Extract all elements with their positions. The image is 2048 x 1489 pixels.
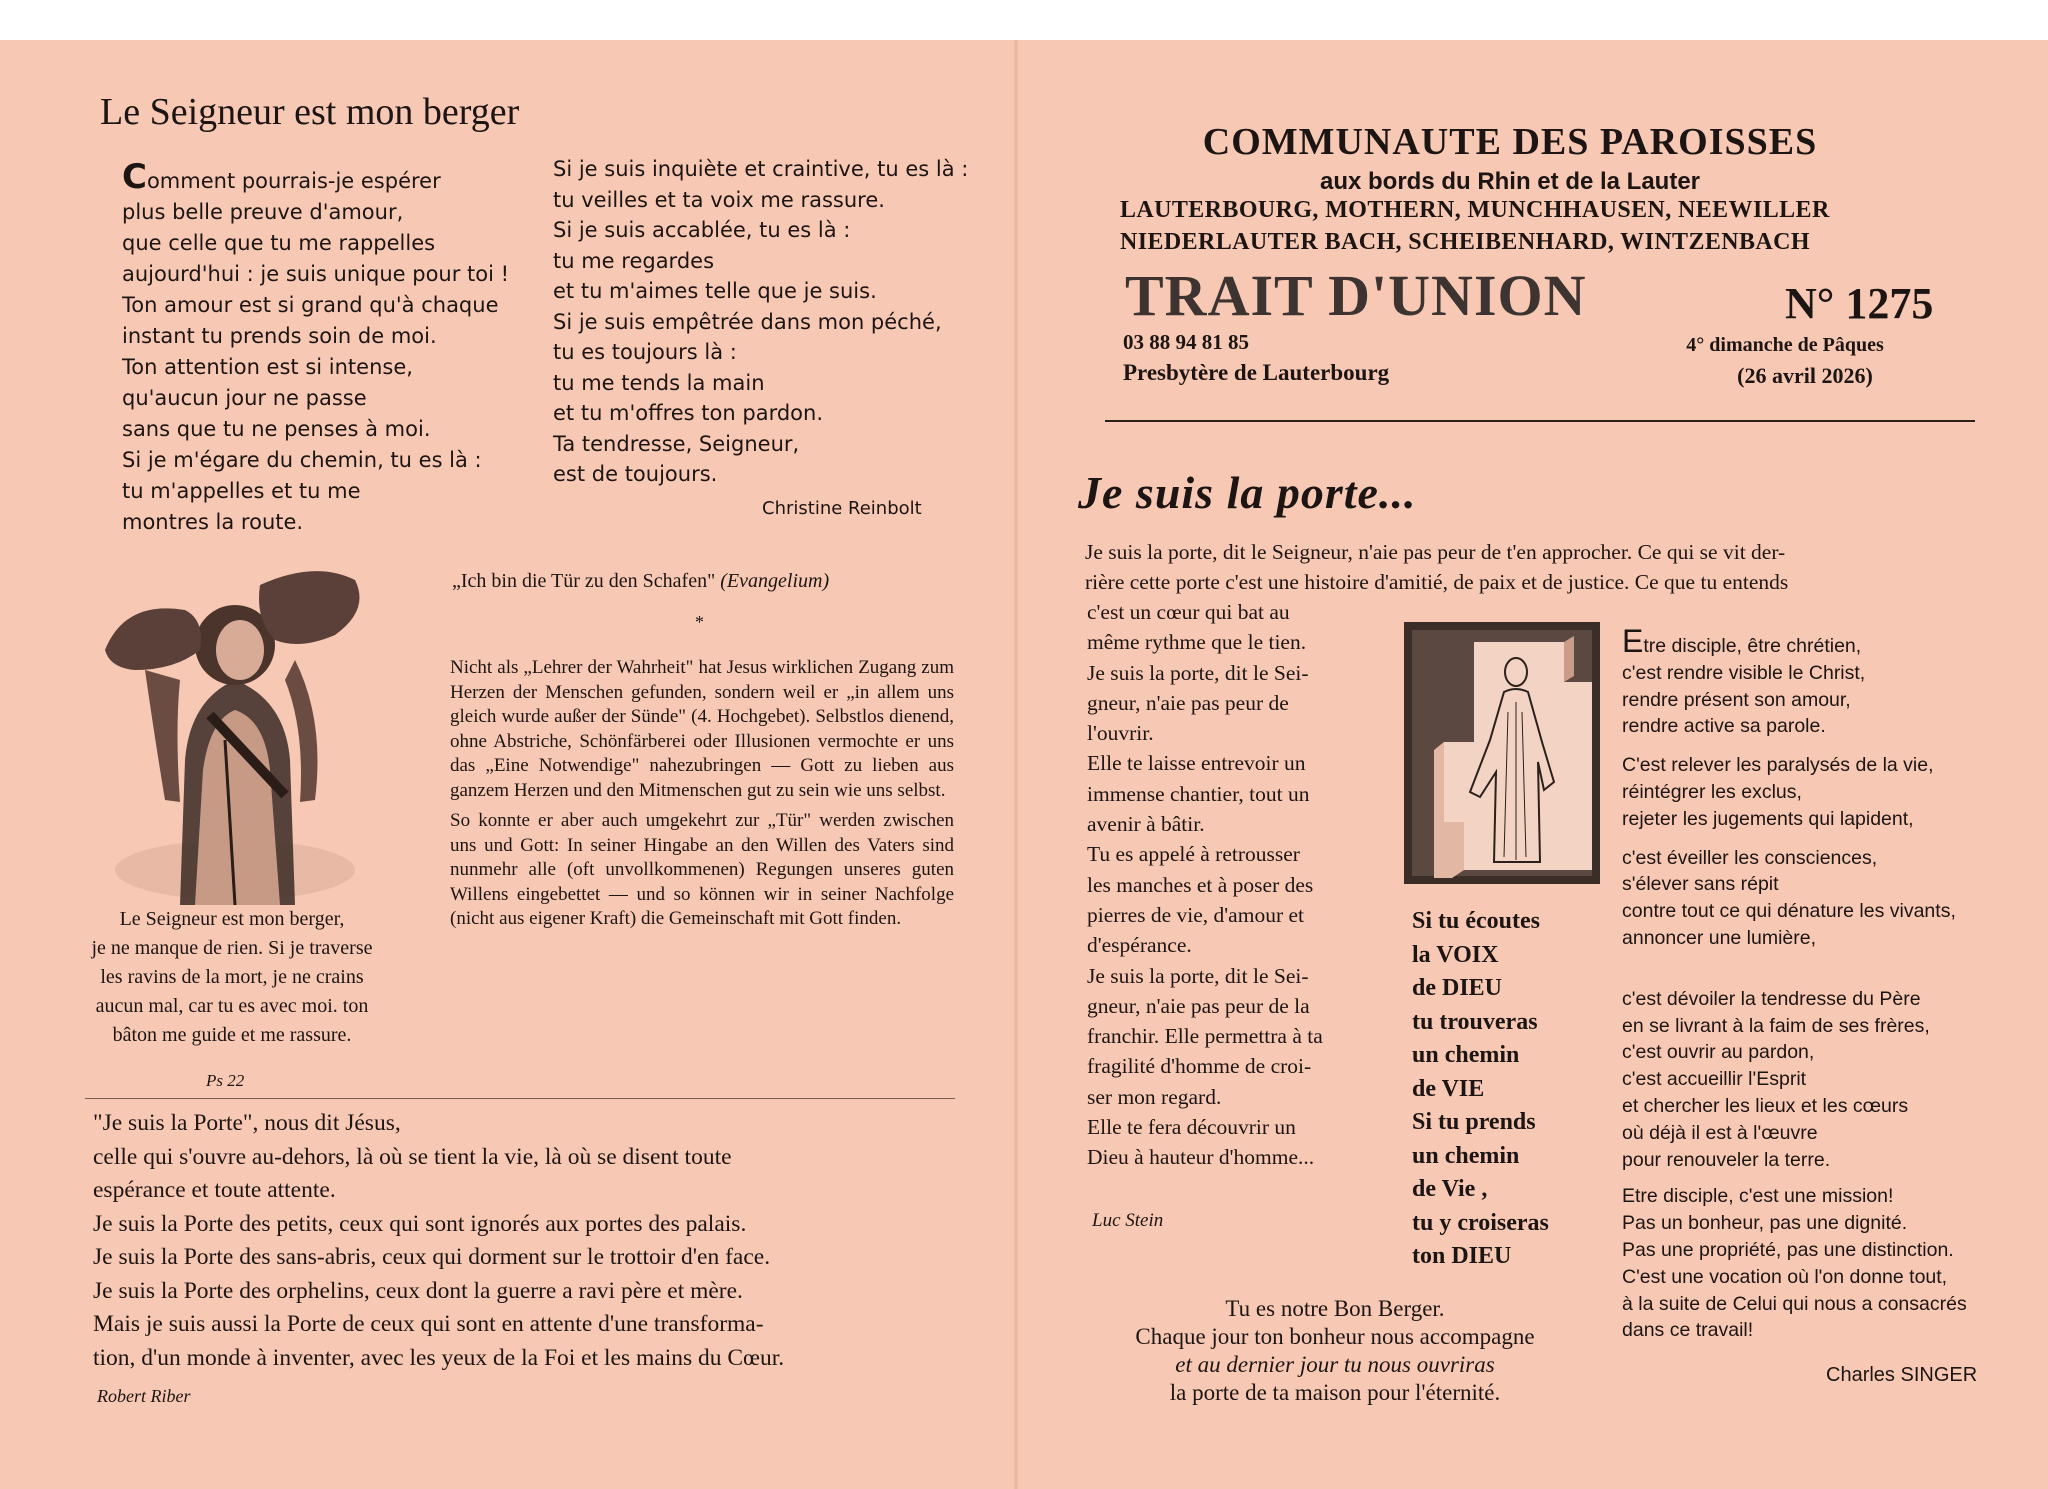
article-line: fragilité d'homme de croi- (1087, 1054, 1312, 1079)
bon-berger-prayer (1070, 1295, 1600, 1407)
poem-column-2 (553, 154, 969, 490)
left-page-title: Le Seigneur est mon berger (100, 91, 520, 133)
article-line: avenir à bâtir. (1087, 812, 1205, 837)
poem-line: Ta tendresse, Seigneur, (553, 431, 800, 456)
voix-line: de VIE (1412, 1075, 1485, 1102)
voix-block (1412, 905, 1612, 1274)
bulletin-name: TRAIT D'UNION (1125, 263, 1587, 328)
article-line: Je suis la porte, dit le Sei- (1087, 963, 1309, 988)
parishes-line-1: LAUTERBOURG, MOTHERN, MUNCHHAUSEN, NEEWILLER (1120, 197, 1830, 223)
disciple-line: rendre active sa parole. (1622, 715, 1826, 738)
poem-first-line (122, 157, 492, 197)
disciple-line: à la suite de Celui qui nous a consacrés (1622, 1292, 1967, 1315)
parishes-line-2: NIEDERLAUTER BACH, SCHEIBENHARD, WINTZENBACH (1120, 229, 1810, 255)
article-line: gneur, n'aie pas peur de (1087, 690, 1289, 715)
header-subtitle: aux bords du Rhin et de la Lauter (1319, 168, 1701, 195)
sunday-label: 4° dimanche de Pâques (1686, 334, 1884, 356)
german-star: * (695, 612, 704, 632)
psalm-reference: Ps 22 (206, 1071, 245, 1090)
article-title: Je suis la porte... (1078, 467, 1417, 518)
voix-line: tu y croiseras (1412, 1209, 1549, 1236)
german-paragraph-2: So konnte er aber auch umgekehrt zur „Tür" werden zwischen uns und Gott: In seiner Hingabe an den Willen des Vaters sind nunmehr alle (oft unvollkommenen) Regungen unseres guten Willens eingebettet — und so können wir in seiner Nachfolge (nicht aus eigener Kraft) die Gemeinschaft mit Gott finden. (450, 810, 954, 929)
poem-line: instant tu prends soin de moi. (122, 324, 437, 348)
article-line: franchir. Elle permettra à ta (1087, 1024, 1323, 1049)
berger-line: la porte de ta maison pour l'éternité. (1169, 1380, 1501, 1405)
disciple-line: rendre présent son amour, (1622, 688, 1851, 711)
article-line: Elle te fera découvrir un (1087, 1115, 1296, 1140)
poem-line: tu veilles et ta voix me rassure. (553, 187, 885, 212)
intro-line: rière cette porte c'est une histoire d'amitié, de paix et de justice. Ce que tu entends (1085, 570, 1789, 594)
caption-line: les ravins de la mort, je ne crains (100, 966, 364, 988)
disciple-line: s'élever sans répit (1622, 873, 1779, 896)
header-title: COMMUNAUTE DES PAROISSES (1202, 121, 1818, 163)
disciple-line: Pas un bonheur, pas une dignité. (1622, 1212, 1908, 1235)
disciple-text (1622, 623, 2022, 1344)
voix-line: la VOIX (1412, 941, 1499, 968)
article-author: Luc Stein (1092, 1210, 1164, 1231)
door-illustration (1404, 622, 1600, 884)
disciple-drop-cap: E (1622, 623, 1644, 659)
disciple-line: c'est éveiller les consciences, (1622, 846, 1878, 869)
poem-line: sans que tu ne penses à moi. (122, 417, 431, 441)
left-divider (85, 1098, 955, 1099)
voix-line: ton DIEU (1412, 1243, 1512, 1269)
porte-line: Je suis la Porte des orphelins, ceux dont la guerre a ravi père et mère. (93, 1277, 743, 1304)
poem-line: est de toujours. (553, 462, 718, 486)
porte-line: Je suis la Porte des petits, ceux qui sont ignorés aux portes des palais. (93, 1210, 747, 1237)
voix-line: Si tu écoutes (1412, 908, 1540, 934)
article-line: d'espérance. (1087, 933, 1192, 958)
article-line: même rythme que le tien. (1087, 630, 1307, 655)
poem-line: Si je suis inquiète et craintive, tu es là : (553, 157, 969, 181)
disciple-line: Etre disciple, c'est une mission! (1622, 1185, 1894, 1208)
poem-line: tu me regardes (553, 248, 715, 273)
disciple-line: C'est relever les paralysés de la vie, (1622, 754, 1934, 777)
caption-line: je ne manque de rien. Si je traverse (91, 937, 373, 959)
poem-first-line-text: omment pourrais-je espérer (146, 169, 441, 193)
poem-line: tu me tends la main (553, 370, 765, 395)
voix-line: un chemin (1412, 1042, 1520, 1068)
poem-line: et tu m'offres ton pardon. (553, 401, 823, 425)
porte-line: "Je suis la Porte", nous dit Jésus, (93, 1110, 401, 1136)
disciple-line: c'est dévoiler la tendresse du Père (1622, 987, 1921, 1010)
disciple-line: où déjà il est à l'œuvre (1622, 1121, 1818, 1144)
porte-line: Mais je suis aussi la Porte de ceux qui sont en attente d'une transforma- (93, 1311, 764, 1337)
issue-number: N° 1275 (1785, 279, 1934, 328)
page-fold (1014, 40, 1018, 1489)
article-column (1087, 597, 1377, 1173)
berger-line: Chaque jour ton bonheur nous accompagne (1135, 1324, 1535, 1349)
disciple-author: Charles SINGER (1826, 1364, 1978, 1386)
poem-line: que celle que tu me rappelles (122, 231, 436, 255)
poem-line: Si je suis empêtrée dans mon péché, (553, 309, 942, 334)
caption-line: Le Seigneur est mon berger, (119, 908, 345, 930)
berger-line: Tu es notre Bon Berger. (1225, 1296, 1445, 1321)
disciple-first-line-text: tre disciple, être chrétien, (1643, 635, 1862, 657)
presbytery: Presbytère de Lauterbourg (1123, 360, 1390, 385)
article-line: les manches et à poser des (1087, 872, 1314, 897)
disciple-line: en se livrant à la faim de ses frères, (1622, 1014, 1930, 1037)
german-text (450, 656, 954, 938)
porte-line: espérance et toute attente. (93, 1177, 336, 1203)
article-line: pierres de vie, d'amour et (1087, 902, 1304, 927)
header-divider (1105, 420, 1975, 422)
poem-line: aujourd'hui : je suis unique pour toi ! (122, 262, 510, 286)
disciple-line: rejeter les jugements qui lapident, (1622, 807, 1914, 830)
article-line: c'est un cœur qui bat au (1087, 600, 1290, 624)
disciple-line: pour renouveler la terre. (1622, 1148, 1831, 1171)
german-heading-source: (Evangelium) (720, 570, 830, 592)
article-line: Elle te laisse entrevoir un (1087, 751, 1306, 776)
poem-line: Si je suis accablée, tu es là : (553, 218, 851, 242)
christ-in-doorway-icon (1404, 622, 1600, 884)
disciple-line: c'est ouvrir au pardon, (1622, 1041, 1815, 1064)
poem-column-1 (122, 157, 510, 538)
porte-line: Je suis la Porte des sans-abris, ceux qui dorment sur le trottoir d'en face. (93, 1244, 771, 1270)
voix-line: de DIEU (1412, 975, 1503, 1001)
poem-drop-cap: C (122, 157, 147, 197)
disciple-line: contre tout ce qui dénature les vivants, (1622, 900, 1956, 923)
caption-line: aucun mal, car tu es avec moi. ton (95, 995, 369, 1017)
caption-line: bâton me guide et me rassure. (112, 1024, 352, 1046)
porte-author: Robert Riber (97, 1386, 191, 1406)
poem-author: Christine Reinbolt (762, 498, 922, 519)
german-heading (452, 570, 829, 593)
issue-date: (26 avril 2026) (1737, 363, 1873, 388)
disciple-line: c'est rendre visible le Christ, (1622, 661, 1866, 684)
phone-number: 03 88 94 81 85 (1123, 330, 1249, 354)
voix-line: tu trouveras (1412, 1008, 1538, 1035)
article-line: Je suis la porte, dit le Sei- (1087, 660, 1309, 685)
disciple-line: C'est une vocation où l'on donne tout, (1622, 1265, 1948, 1288)
disciple-first-line (1622, 623, 2022, 660)
german-paragraph-1: Nicht als „Lehrer der Wahrheit" hat Jesus wirklichen Zugang zum Herzen der Menschen gefunden, sondern weil er „in allem uns gleich wurde außer der Sünde" (4. Hochgebet). Selbstlos dienend, ohne Abstriche, Schönfärberei oder Illusionen vermochte er uns das „Eine Notwendige" nahezubringen — Gott zu lieben aus ganzem Herzen und den Mitmenschen gut zu sein wie uns selbst. (450, 657, 954, 801)
poem-line: plus belle preuve d'amour, (122, 200, 404, 224)
article-line: immense chantier, tout un (1087, 781, 1310, 806)
disciple-line: c'est accueillir l'Esprit (1622, 1068, 1807, 1091)
article-line: gneur, n'aie pas peur de la (1087, 993, 1310, 1018)
voix-line: de Vie , (1412, 1176, 1488, 1202)
poem-line: montres la route. (122, 510, 304, 534)
poem-line: tu es toujours là : (553, 340, 737, 364)
shepherd-illustration (85, 540, 385, 905)
poem-line: Si je m'égare du chemin, tu es là : (122, 448, 482, 472)
disciple-line: réintégrer les exclus, (1622, 780, 1802, 803)
disciple-line: Pas une propriété, pas une distinction. (1622, 1238, 1954, 1261)
article-line: Tu es appelé à retrousser (1087, 842, 1300, 867)
voix-line: un chemin (1412, 1142, 1520, 1169)
psalm-caption (42, 905, 422, 1050)
poem-line: qu'aucun jour ne passe (122, 386, 367, 410)
article-line: Dieu à hauteur d'homme... (1087, 1145, 1315, 1170)
porte-line: tion, d'un monde à inventer, avec les yeux de la Foi et les mains du Cœur. (93, 1344, 785, 1371)
article-line: ser mon regard. (1087, 1084, 1222, 1109)
disciple-line: et chercher les lieux et les cœurs (1622, 1094, 1909, 1117)
porte-line: celle qui s'ouvre au-dehors, là où se tient la vie, là où se disent toute (93, 1143, 732, 1170)
german-heading-text: „Ich bin die Tür zu den Schafen" (452, 570, 716, 592)
disciple-line: annoncer une lumière, (1622, 926, 1817, 949)
good-shepherd-icon (85, 540, 385, 905)
intro-line: Je suis la porte, dit le Seigneur, n'aie pas peur de t'en approcher. Ce qui se vit der- (1085, 540, 1786, 564)
berger-line: et au dernier jour tu nous ouvriras (1175, 1352, 1495, 1377)
porte-text (93, 1107, 973, 1375)
disciple-line: dans ce travail! (1622, 1319, 1754, 1342)
article-intro (1085, 537, 1965, 597)
poem-line: Ton amour est si grand qu'à chaque (122, 293, 499, 317)
poem-line: Ton attention est si intense, (122, 355, 413, 379)
voix-line: Si tu prends (1412, 1109, 1536, 1135)
article-line: l'ouvrir. (1087, 721, 1154, 746)
poem-line: tu m'appelles et tu me (122, 479, 361, 503)
poem-line: et tu m'aimes telle que je suis. (553, 279, 877, 303)
